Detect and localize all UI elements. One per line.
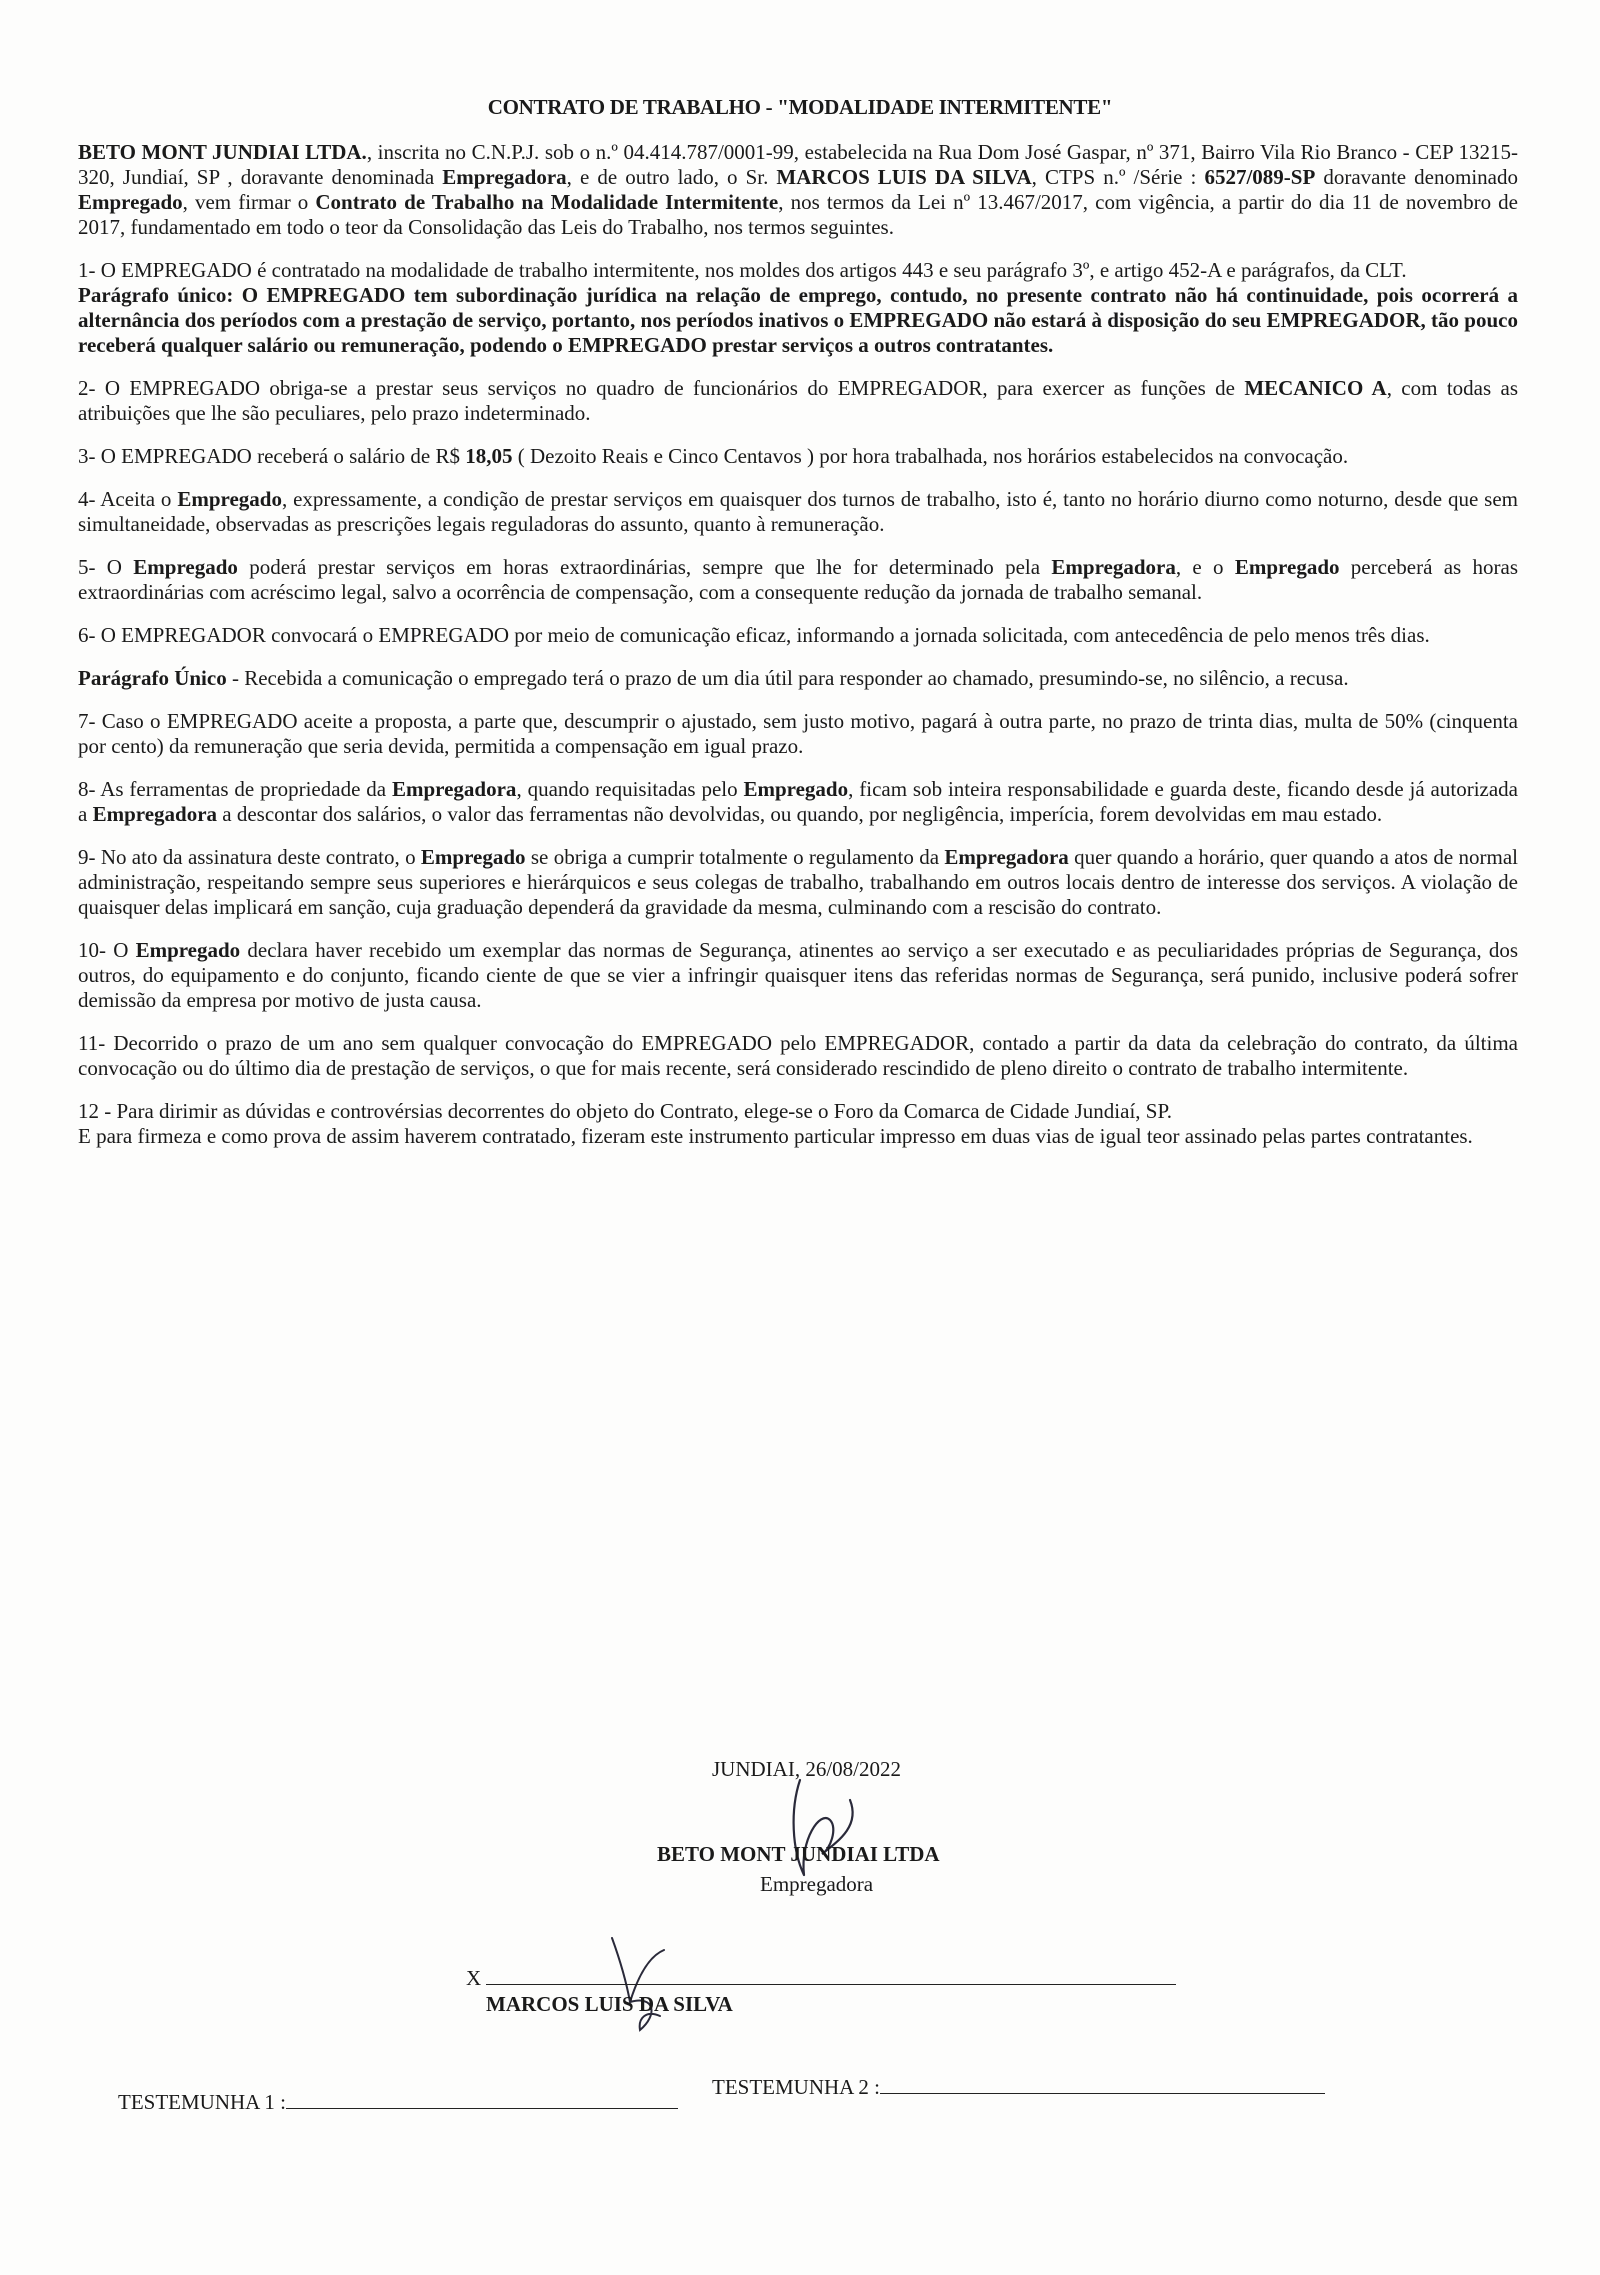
clause-8-text-1: 8- As ferramentas de propriedade da (78, 777, 392, 801)
witness-2-label: TESTEMUNHA 2 : (712, 2075, 880, 2099)
clause-1-paragraph (78, 283, 1518, 358)
intro-text-6: , nos termos da Lei nº 13.467/2017, com vigência, a partir do dia 11 de novembro de 2017, fundamentado em todo o teor da Consolidação das Leis do Trabalho, nos termos seguintes. (78, 190, 1518, 239)
clause-12: 12 - Para dirimir as dúvidas e controvérsias decorrentes do objeto do Contrato, elege-se o Foro da Comarca de Cidade Jundiaí, SP. (78, 1099, 1173, 1123)
clause-10-bold-1: Empregado (135, 938, 241, 962)
clause-5-text-4: perceberá as horas extraordinárias com acréscimo legal, salvo a ocorrência de compensação, com a consequente redução da jornada de trabalho semanal. (78, 555, 1519, 604)
clause-4 (78, 487, 1518, 537)
clause-3 (78, 444, 1518, 469)
intro-text-5: , vem firmar o (182, 190, 316, 214)
clause-5-text-3: , e o (1175, 555, 1235, 579)
clause-8-bold-2: Empregado (743, 777, 849, 801)
contract-body (78, 140, 1518, 1167)
clause-4-text-1: 4- Aceita o (78, 487, 178, 511)
intro-text-2: , e de outro lado, o Sr. (566, 165, 777, 189)
intro-contract-type: Contrato de Trabalho na Modalidade Intermitente (315, 190, 779, 214)
company-signature-role: Empregadora (760, 1872, 874, 1896)
clause-2 (78, 376, 1518, 426)
intro-text-3: , CTPS n.º /Série : (1031, 165, 1205, 189)
clause-8-bold-1: Empregadora (391, 777, 517, 801)
intro-text-1: , inscrita no C.N.P.J. sob o n.º 04.414.787/0001-99, estabelecida na Rua Dom José Gaspar, nº 371, Bairro Vila Rio Branco - CEP 13215-320, Jundiaí, SP , doravante denominada (78, 140, 1518, 189)
employee-signature-line (466, 1966, 1196, 1991)
clause-10-text-1: 10- O (78, 938, 136, 962)
witness-2 (712, 2075, 1325, 2100)
clause-5-bold-3: Empregado (1234, 555, 1340, 579)
clause-2-text-1: 2- O EMPREGADO obriga-se a prestar seus serviços no quadro de funcionários do EMPREGADOR, para exercer as funções de (78, 376, 1245, 400)
clause-9 (78, 845, 1518, 920)
clause-9-text-2: se obriga a cumprir totalmente o regulamento da (525, 845, 945, 869)
clause-4-bold-1: Empregado (177, 487, 282, 511)
clause-8-text-4: a descontar dos salários, o valor das ferramentas não devolvidas, ou quando, por negligência, imperícia, forem devolvidas em mau estado. (217, 802, 1383, 826)
clause-8-text-2: , quando requisitadas pelo (516, 777, 744, 801)
clause-1-paragraph-label: Parágrafo único: (78, 283, 234, 307)
clause-9-text-1: 9- No ato da assinatura deste contrato, o (78, 845, 421, 869)
clause-10 (78, 938, 1518, 1013)
witness-2-rule (880, 2077, 1325, 2094)
clause-6-paragraph-text: - Recebida a comunicação o empregado terá o prazo de um dia útil para responder ao chamado, presumindo-se, no silêncio, a recusa. (226, 666, 1349, 690)
signature-rule (486, 1970, 1176, 1985)
clause-5 (78, 555, 1518, 605)
document-title: CONTRATO DE TRABALHO - "MODALIDADE INTERMITENTE" (487, 95, 1113, 119)
witness-1-label: TESTEMUNHA 1 : (118, 2090, 286, 2114)
intro-employee-name: MARCOS LUIS DA SILVA (776, 165, 1032, 189)
clause-5-bold-2: Empregadora (1051, 555, 1176, 579)
company-signature-name: BETO MONT JUNDIAI LTDA (657, 1842, 940, 1866)
clause-11: 11- Decorrido o prazo de um ano sem qualquer convocação do EMPREGADO pelo EMPREGADOR, contado a partir da data da celebração do contrato, da última convocação ou do último dia de prestação de serviços, o que for mais recente, será considerado rescindido de pleno direito o contrato de trabalho intermitente. (78, 1031, 1518, 1080)
clause-9-bold-1: Empregado (420, 845, 526, 869)
witness-1 (118, 2090, 678, 2115)
clause-5-bold-1: Empregado (133, 555, 238, 579)
intro-text-4: doravante denominado (1315, 165, 1518, 189)
clause-3-text-1: 3- O EMPREGADO receberá o salário de R$ (78, 444, 466, 468)
company-name-intro: BETO MONT JUNDIAI LTDA. (78, 140, 367, 164)
clause-2-role: MECANICO A (1244, 376, 1387, 400)
intro-empregado: Empregado (78, 190, 183, 214)
clause-9-bold-2: Empregadora (944, 845, 1069, 869)
clause-1-paragraph-text: O EMPREGADO tem subordinação jurídica na relação de emprego, contudo, no presente contrato não há continuidade, pois ocorrerá a alternância dos períodos com a prestação de serviço, portanto, nos períodos inativos o EMPREGADO não estará à disposição do seu EMPREGADOR, tão pouco receberá qualquer salário ou remuneração, podendo o EMPREGADO prestar serviços a outros contratantes. (78, 283, 1518, 357)
clause-4-text-2: , expressamente, a condição de prestar serviços em quaisquer dos turnos de trabalho, isto é, tanto no horário diurno como noturno, desde que sem simultaneidade, observadas as prescrições legais reguladoras do assunto, quanto à remuneração. (78, 487, 1518, 536)
clause-2-text-2: , com todas as atribuições que lhe são peculiares, pelo prazo indeterminado. (78, 376, 1518, 425)
clause-5-text-1: 5- O (78, 555, 134, 579)
clause-5-text-2: poderá prestar serviços em horas extraordinárias, sempre que lhe for determinado pela (237, 555, 1052, 579)
clause-8-bold-3: Empregadora (92, 802, 218, 826)
clause-3-amount: 18,05 (465, 444, 513, 468)
witness-1-rule (286, 2092, 678, 2109)
closing-paragraph: E para firmeza e como prova de assim haverem contratado, fizeram este instrumento particular impresso em duas vias de igual teor assinado pelas partes contratantes. (78, 1124, 1473, 1148)
clause-8 (78, 777, 1518, 827)
x-mark: X (466, 1966, 482, 1990)
place-date: JUNDIAI, 26/08/2022 (712, 1757, 901, 1781)
employee-signature-name: MARCOS LUIS DA SILVA (486, 1992, 733, 2016)
intro-empregadora: Empregadora (442, 165, 567, 189)
intro-ctps: 6527/089-SP (1204, 165, 1316, 189)
clause-7: 7- Caso o EMPREGADO aceite a proposta, a parte que, descumprir o ajustado, sem justo motivo, pagará à outra parte, no prazo de trinta dias, multa de 50% (cinquenta por cento) da remuneração que seria devida, permitida a compensação em igual prazo. (78, 709, 1518, 758)
clause-9-text-3: quer quando a horário, quer quando a atos de normal administração, respeitando sempre seus superiores e hierárquicos e seus colegas de trabalho, trabalhando em outros locais dentro de interesse dos serviços. A violação de quaisquer delas implicará em sanção, cuja graduação dependerá da gravidade da mesma, culminando com a rescisão do contrato. (78, 845, 1518, 919)
intro-paragraph (78, 140, 1518, 240)
clause-3-text-2: ( Dezoito Reais e Cinco Centavos ) por hora trabalhada, nos horários estabelecidos na convocação. (512, 444, 1349, 468)
clause-6: 6- O EMPREGADOR convocará o EMPREGADO por meio de comunicação eficaz, informando a jornada solicitada, com antecedência de pelo menos três dias. (78, 623, 1430, 647)
clause-10-text-2: declara haver recebido um exemplar das normas de Segurança, atinentes ao serviço a ser executado e as peculiaridades próprias de Segurança, dos outros, do equipamento e do conjunto, ficando ciente de que se vier a infringir quaisquer itens das referidas normas de Segurança, será punido, inclusive poderá sofrer demissão da empresa por motivo de justa causa. (78, 938, 1518, 1012)
clause-1: 1- O EMPREGADO é contratado na modalidade de trabalho intermitente, nos moldes dos artigos 443 e seu parágrafo 3º, e artigo 452-A e parágrafos, da CLT. (78, 258, 1407, 282)
clause-8-text-3: , ficam sob inteira responsabilidade e guarda deste, ficando desde já autorizada a (78, 777, 1519, 826)
clause-6-paragraph-label: Parágrafo Único (78, 666, 227, 690)
clause-6-paragraph (78, 666, 1518, 691)
